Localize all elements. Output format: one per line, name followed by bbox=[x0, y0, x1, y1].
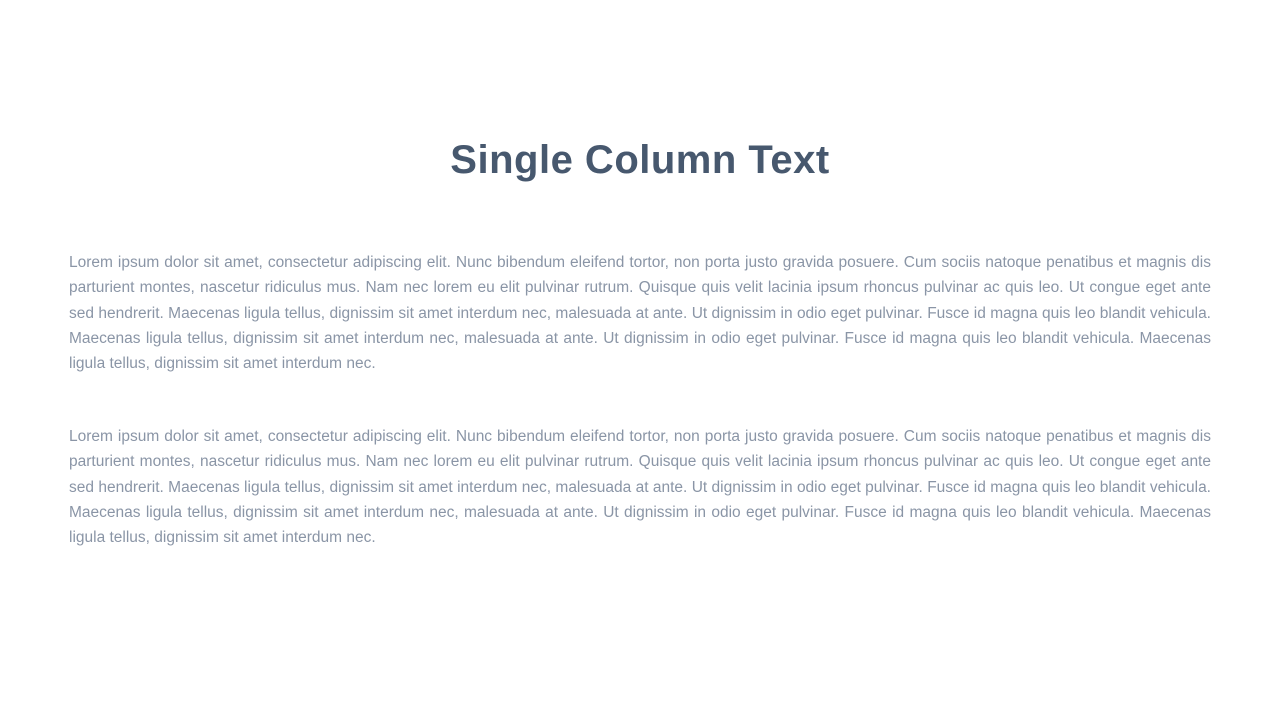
body-paragraph-1: Lorem ipsum dolor sit amet, consectetur adipiscing elit. Nunc bibendum eleifend tortor, non porta justo gravida posuere. Cum sociis natoque penatibus et magnis dis parturient montes, nascetur ridiculus mus. Nam nec lorem eu elit pulvinar rutrum. Quisque quis velit lacinia ipsum rhoncus pulvinar ac quis leo. Ut congue eget ante sed hendrerit. Maecenas ligula tellus, dignissim sit amet interdum nec, malesuada at ante. Ut dignissim in odio eget pulvinar. Fusce id magna quis leo blandit vehicula. Maecenas ligula tellus, dignissim sit amet interdum nec, malesuada at ante. Ut dignissim in odio eget pulvinar. Fusce id magna quis leo blandit vehicula. Maecenas ligula tellus, dignissim sit amet interdum nec. bbox=[69, 254, 1211, 373]
body-paragraph-2: Lorem ipsum dolor sit amet, consectetur adipiscing elit. Nunc bibendum eleifend tortor, non porta justo gravida posuere. Cum sociis natoque penatibus et magnis dis parturient montes, nascetur ridiculus mus. Nam nec lorem eu elit pulvinar rutrum. Quisque quis velit lacinia ipsum rhoncus pulvinar ac quis leo. Ut congue eget ante sed hendrerit. Maecenas ligula tellus, dignissim sit amet interdum nec, malesuada at ante. Ut dignissim in odio eget pulvinar. Fusce id magna quis leo blandit vehicula. Maecenas ligula tellus, dignissim sit amet interdum nec, malesuada at ante. Ut dignissim in odio eget pulvinar. Fusce id magna quis leo blandit vehicula. Maecenas ligula tellus, dignissim sit amet interdum nec. bbox=[69, 428, 1211, 547]
slide-title: Single Column Text bbox=[450, 138, 830, 182]
